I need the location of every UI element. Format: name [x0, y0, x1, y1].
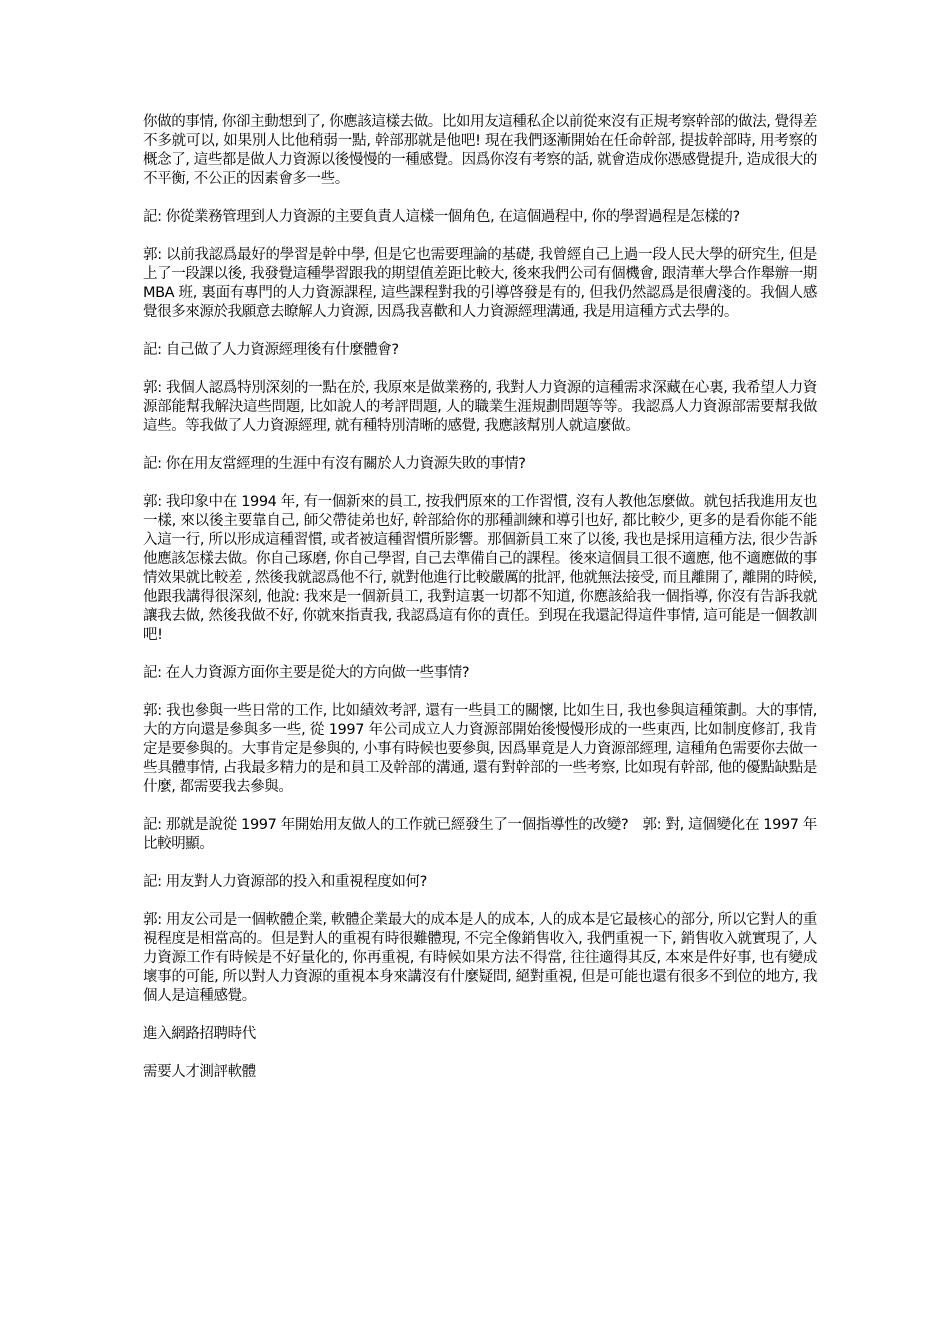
answer-main-direction: 郭: 我也參與一些日常的工作, 比如績效考評, 還有一些員工的關懷, 比如生日, 我也參與這種策劃。大的事情, 大的方向還是參與多一些, 從 1997 年公司成立人力資源部開始後慢慢形成的一些東西, 比如制度修訂, 我肯定是要參與的。大事肯定是參與的, 小事有時候也要參與, 因爲畢竟是人力資源部經理, 這種角色需要你去做一些具體事情, 占我最多精力的是和員工及幹部的溝通, 還有對幹部的一些考察, 比如現有幹部, 他的優點缺點是什麼, 都需要我去參與。	[143, 703, 817, 795]
answer-hr-investment: 郭: 用友公司是一個軟體企業, 軟體企業最大的成本是人的成本, 人的成本是它最核心的部分, 所以它對人的重視程度是相當高的。但是對人的重視有時很難體現, 不完全像銷售收入, 我們重視一下, 銷售收入就實現了, 人力資源工作有時候是不好量化的, 你再重視, 有時候如果方法不得當, 往往適得其反, 本來是件好事, 也有變成壞事的可能, 所以對人力資源的重視本身來講沒有什麼疑問, 絕對重視, 但是可能也還有很多不到位的地方, 我個人是這種感覺。	[143, 912, 817, 1004]
answer-learning-process: 郭: 以前我認爲最好的學習是幹中學, 但是它也需要理論的基礎, 我曾經自己上過一段人民大學的研究生, 但是上了一段課以後, 我發覺這種學習跟我的期望值差距比較大, 後來我們公司有個機會, 跟清華大學合作舉辦一期 MBA 班, 裏面有專門的人力資源課程, 這些課程對我的引導啓發是有的, 但我仍然認爲是很膚淺的。我個人感覺很多來源於我願意去瞭解人力資源, 因爲我喜歡和人力資源經理溝通, 我是用這種方式去學的。	[143, 247, 817, 320]
paragraph-1: 你做的事情, 你卻主動想到了, 你應該這樣去做。比如用友這種私企以前從來沒有正規考察幹部的做法, 覺得差不多就可以, 如果別人比他稍弱一點, 幹部那就是他吧! 現在我們逐漸開始在任命幹部, 提拔幹部時, 用考察的概念了, 這些都是做人力資源以後慢慢的一種感覺。因爲你沒有考察的話, 就會造成你憑感覺提升, 造成很大的不平衡, 不公正的因素會多一些。	[143, 114, 817, 187]
question-hr-investment: 記: 用友對人力資源部的投入和重視程度如何?	[143, 874, 427, 890]
question-answer-1997-change: 記: 那就是說從 1997 年開始用友做人的工作就已經發生了一個指導性的改變? 郭: 對, 這個變化在 1997 年比較明顯。	[143, 817, 817, 852]
question-learning-process: 記: 你從業務管理到人力資源的主要負責人這樣一個角色, 在這個過程中, 你的學習過程是怎樣的?	[143, 209, 740, 225]
answer-hr-manager-experience: 郭: 我個人認爲特別深刻的一點在於, 我原來是做業務的, 我對人力資源的這種需求深藏在心裏, 我希望人力資源部能幫我解決這些問題, 比如說人的考評問題, 人的職業生涯規劃問題等等。我認爲人力資源部需要幫我做這些。等我做了人力資源經理, 就有種特別清晰的感覺, 我應該幫別人就這麼做。	[143, 380, 817, 434]
section-heading-online-recruiting: 進入網路招聘時代	[143, 1026, 256, 1042]
question-main-direction: 記: 在人力資源方面你主要是從大的方向做一些事情?	[143, 665, 470, 681]
question-hr-failure: 記: 你在用友當經理的生涯中有沒有關於人力資源失敗的事情?	[143, 456, 526, 472]
answer-hr-failure: 郭: 我印象中在 1994 年, 有一個新來的員工, 按我們原來的工作習慣, 沒有人教他怎麼做。就包括我進用友也一樣, 來以後主要靠自己, 師父帶徒弟也好, 幹部給你的那種訓練和導引也好, 都比較少, 更多的是看你能不能入這一行, 所以形成這種習慣, 或者被這種習慣所影響。那個新員工來了以後, 我也是採用這種方法, 很少告訴他應該怎樣去做。你自己琢磨, 你自己學習, 自己去準備自己的課程。後來這個員工很不適應, 他不適應做的事情效果就比較差 , 然後我就認爲他不行, 就對他進行比較嚴厲的批評, 他就無法接受, 而且離開了, 離開的時候, 他跟我講得很深刻, 他說: 我來是一個新員工, 我對這裏一切都不知道, 你應該給我一個指導, 你沒有告訴我就讓我去做, 然後我做不好, 你就來指責我, 我認爲這有你的責任。到現在我還記得這件事情, 這可能是一個教訓吧!	[143, 494, 817, 643]
section-heading-assessment-software: 需要人才測評軟體	[143, 1064, 256, 1080]
document-page	[143, 113, 817, 1101]
question-hr-manager-experience: 記: 自己做了人力資源經理後有什麼體會?	[143, 342, 399, 358]
